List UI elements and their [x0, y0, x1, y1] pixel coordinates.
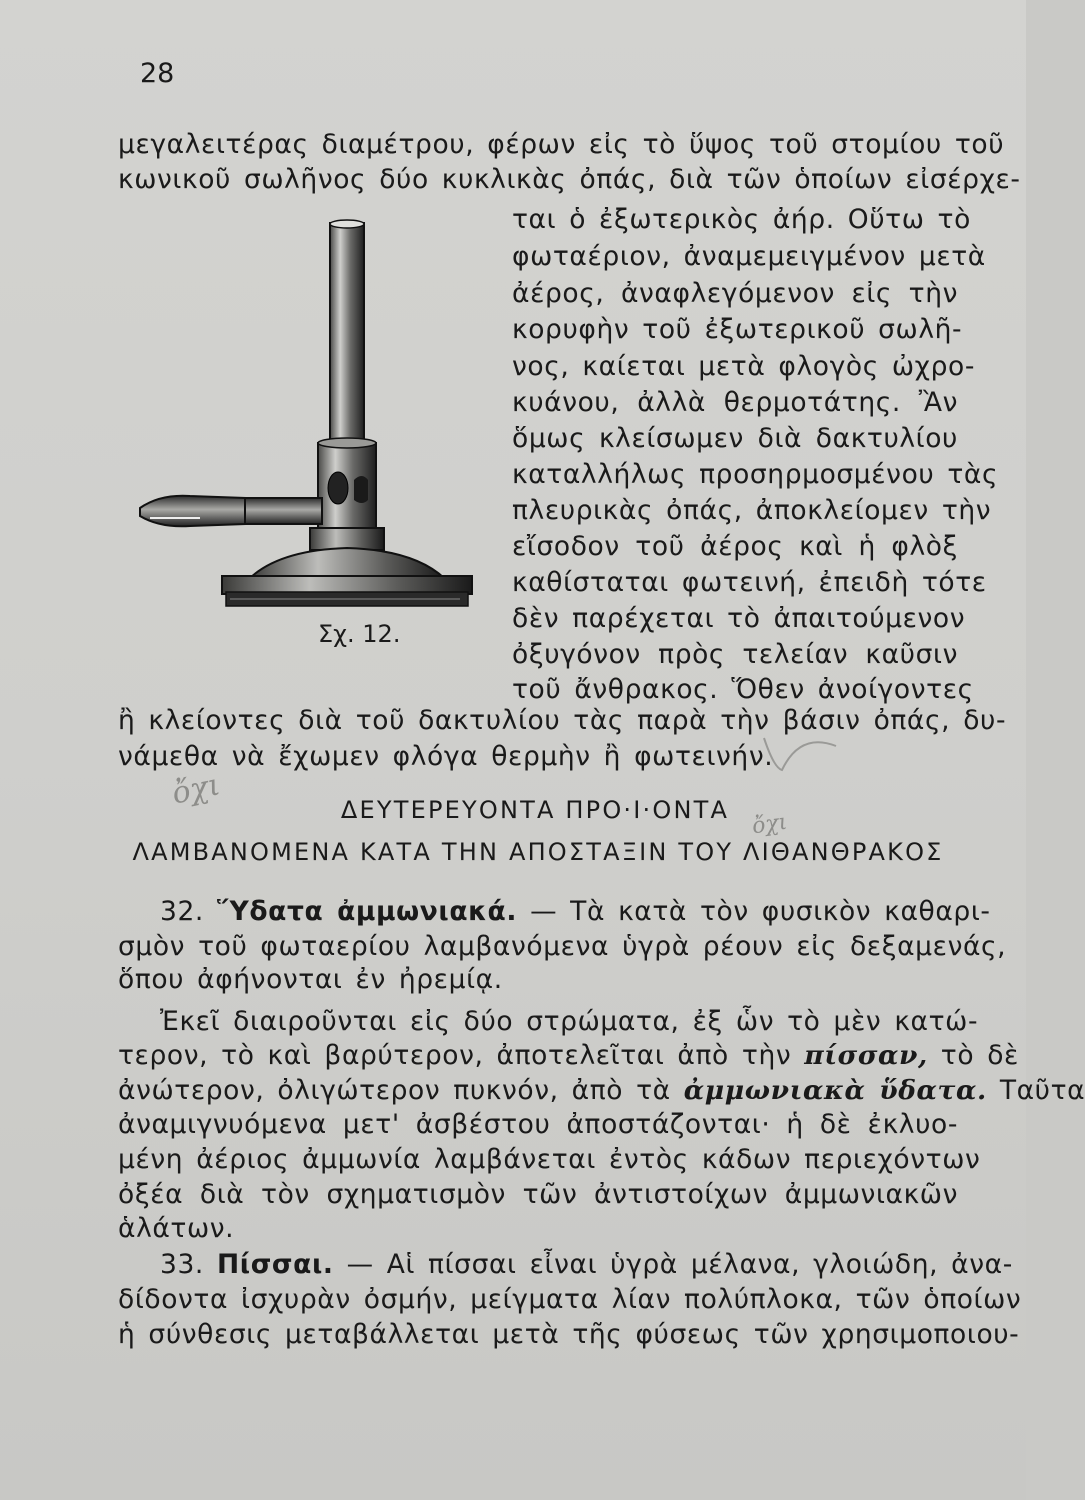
- text-line: ἡ σύνθεσις μεταβάλλεται μετὰ τῆς φύσεως τῶν χρησιμοποιου-: [118, 1319, 1020, 1350]
- section-heading-line1: ΔΕΥΤΕΡΕΥΟΝΤΑ ΠΡΟ·Ι·ΟΝΤΑ: [340, 796, 730, 824]
- text-fragment: ἀνώτερον, ὀλιγώτερον πυκνόν, ἀπὸ τὰ: [118, 1075, 684, 1106]
- text-fragment: Ταῦτα: [986, 1075, 1085, 1106]
- text-line: φωταέριον, ἀναμεμειγμένον μετὰ: [512, 241, 986, 272]
- text-line: καθίσταται φωτεινή, ἐπειδὴ τότε: [512, 567, 987, 598]
- text-line-with-emphasis: [118, 1039, 1019, 1073]
- text-line: Ἐκεῖ διαιροῦνται εἰς δύο στρώματα, ἐξ ὧν τὸ μὲν κατώ-: [160, 1006, 979, 1037]
- text-line: εἴσοδον τοῦ ἀέρος καὶ ἡ φλὸξ: [512, 531, 958, 562]
- text-line: νάμεθα νὰ ἔχωμεν φλόγα θερμὴν ἢ φωτεινήν.: [118, 741, 774, 772]
- text-line: τοῦ ἄνθρακος. Ὅθεν ἀνοίγοντες: [512, 674, 974, 705]
- emphasis-pitch: πίσσαν,: [804, 1040, 928, 1071]
- text-line: ἢ κλείοντες διὰ τοῦ δακτυλίου τὰς παρὰ τὴν βάσιν ὀπάς, δυ-: [118, 705, 1007, 736]
- section-33-number: 33.: [160, 1249, 204, 1280]
- text-line: ἀέρος, ἀναφλεγόμενον εἰς τὴν: [512, 278, 958, 309]
- text-line: ἁλάτων.: [118, 1213, 235, 1244]
- section-32-title: Ὕδατα ἀμμωνιακά.: [216, 896, 518, 927]
- margin-note-left: ὄχι: [168, 767, 224, 812]
- section-32-number: 32.: [160, 896, 204, 927]
- text-line: δὲν παρέχεται τὸ ἀπαιτούμενον: [512, 603, 966, 634]
- text-line: ὀξέα διὰ τὸν σχηματισμὸν τῶν ἀντιστοίχων ἀμμωνιακῶν: [118, 1179, 958, 1210]
- text-line-with-emphasis: [118, 1074, 1085, 1108]
- text-line: κωνικοῦ σωλῆνος δύο κυκλικὰς ὀπάς, διὰ τῶν ὁποίων εἰσέρχε-: [118, 164, 1021, 195]
- text-line: νος, καίεται μετὰ φλογὸς ὠχρο-: [512, 351, 975, 382]
- text-line: πλευρικὰς ὀπάς, ἀποκλείομεν τὴν: [512, 495, 992, 526]
- text-line: κορυφὴν τοῦ ἐξωτερικοῦ σωλῆ-: [512, 314, 963, 345]
- bunsen-burner-illustration: [140, 218, 470, 618]
- page-number: 28: [140, 58, 175, 89]
- text-line: ὅπου ἀφήνονται ἐν ἠρεμίᾳ.: [118, 964, 503, 995]
- text-fragment: τὸ δὲ: [927, 1040, 1019, 1071]
- margin-note-right: ὄχι: [750, 809, 789, 840]
- text-line: μένη ἀέριος ἀμμωνία λαμβάνεται ἐντὸς κάδων περιεχόντων: [118, 1144, 981, 1175]
- figure-caption: Σχ. 12.: [318, 620, 401, 648]
- section-33-first-line: [160, 1248, 1013, 1282]
- text-line: μεγαλειτέρας διαμέτρου, φέρων εἰς τὸ ὕψος τοῦ στομίου τοῦ: [118, 129, 1005, 160]
- section-32-text: — Τὰ κατὰ τὸν φυσικὸν καθαρι-: [530, 896, 991, 927]
- text-line: ται ὁ ἐξωτερικὸς ἀήρ. Οὕτω τὸ: [512, 204, 971, 235]
- section-33-title: Πίσσαι.: [216, 1249, 334, 1280]
- text-line: ὀξυγόνον πρὸς τελείαν καῦσιν: [512, 639, 958, 670]
- text-line: σμὸν τοῦ φωταερίου λαμβανόμενα ὑγρὰ ρέουν εἰς δεξαμενάς,: [118, 931, 1007, 962]
- section-33-text: — Αἱ πίσσαι εἶναι ὑγρὰ μέλανα, γλοιώδη, ἀνα-: [346, 1249, 1013, 1280]
- text-line: ἀναμιγνυόμενα μετ' ἀσβέστου ἀποστάζονται· ἡ δὲ ἐκλυο-: [118, 1109, 958, 1140]
- text-line: καταλλήλως προσηρμοσμένου τὰς: [512, 459, 999, 490]
- pencil-check-mark: [760, 728, 840, 778]
- section-32-first-line: [160, 895, 991, 929]
- emphasis-ammonia-water: ἀμμωνιακὰ ὕδατα.: [683, 1075, 987, 1106]
- section-heading-line2: ΛΑΜΒΑΝΟΜΕΝΑ ΚΑΤΑ ΤΗΝ ΑΠΟΣΤΑΞΙΝ ΤΟΥ ΛΙΘΑΝΘΡΑΚΟΣ: [132, 838, 944, 866]
- text-line: κυάνου, ἀλλὰ θερμοτάτης. Ἂν: [512, 387, 958, 418]
- text-fragment: τερον, τὸ καὶ βαρύτερον, ἀποτελεῖται ἀπὸ τὴν: [118, 1040, 805, 1071]
- text-line: δίδοντα ἰσχυρὰν ὀσμήν, μείγματα λίαν πολύπλοκα, τῶν ὁποίων: [118, 1284, 1022, 1315]
- text-line: ὅμως κλείσωμεν διὰ δακτυλίου: [512, 423, 958, 454]
